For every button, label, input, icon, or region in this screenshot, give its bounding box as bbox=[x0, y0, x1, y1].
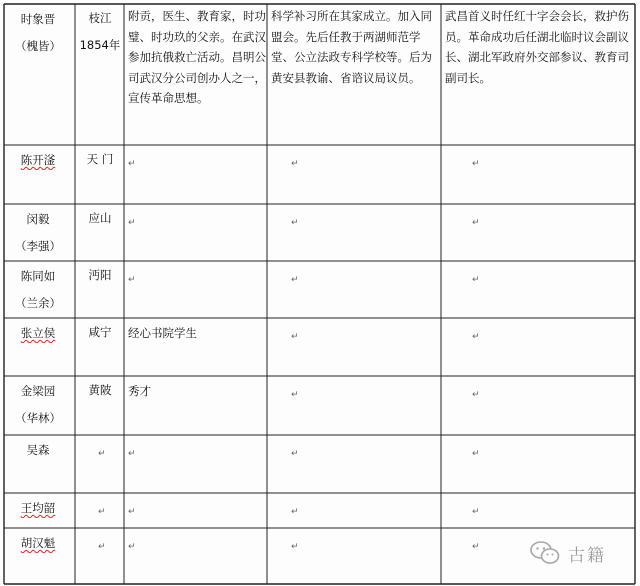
person-name-cell bbox=[5, 150, 71, 170]
watermark-text: 古籍 bbox=[568, 545, 606, 566]
person-name-cell bbox=[5, 533, 71, 553]
person-name-cell bbox=[5, 498, 71, 518]
biography-cell: 经心书院学生 bbox=[128, 326, 197, 340]
hometown-cell bbox=[79, 150, 121, 169]
paragraph-mark-icon: ↵ bbox=[472, 159, 480, 169]
courtesy-name: （槐皆） bbox=[15, 39, 61, 53]
paragraph-mark-icon: ↵ bbox=[128, 159, 136, 169]
biography-cell bbox=[128, 534, 266, 582]
hometown: 咸宁 bbox=[88, 325, 112, 339]
paragraph-mark-icon: ↵ bbox=[472, 390, 480, 400]
paragraph-mark-icon: ↵ bbox=[128, 275, 136, 285]
paragraph-mark-icon: ↵ bbox=[291, 390, 299, 400]
person-name: 金梁园 bbox=[20, 384, 56, 398]
paragraph-mark-icon: ↵ bbox=[472, 542, 480, 552]
courtesy-name: （华林） bbox=[15, 411, 61, 425]
person-name: 王均韶 bbox=[20, 501, 56, 515]
person-name: 张立侯 bbox=[20, 326, 56, 340]
hometown: 黄陂 bbox=[88, 383, 112, 397]
paragraph-mark-icon: ↵ bbox=[291, 449, 299, 459]
person-name-cell bbox=[5, 209, 71, 256]
person-name: 陈开滏 bbox=[20, 153, 56, 167]
paragraph-mark-icon: ↵ bbox=[472, 332, 480, 342]
hometown: 天 门 bbox=[86, 152, 114, 166]
person-name: 胡汉魁 bbox=[20, 536, 56, 550]
courtesy-name: （李强） bbox=[15, 239, 61, 253]
paragraph-mark-icon: ↵ bbox=[128, 507, 136, 517]
hometown: 枝江 bbox=[88, 11, 112, 25]
paragraph-mark-icon: ↵ bbox=[472, 449, 480, 459]
biography-cell bbox=[128, 267, 266, 316]
paragraph-mark-icon: ↵ bbox=[291, 507, 299, 517]
paragraph-mark-icon: ↵ bbox=[291, 218, 299, 228]
paragraph-mark-icon: ↵ bbox=[98, 449, 106, 459]
person-name: 陈同如 bbox=[20, 269, 56, 283]
revolution-activity-cell: 科学补习所在其家成立。加入同盟会。先后任教于两湖师范学堂、公立法政专科学校等。后为黄安县教谕、省谘议局议员。 bbox=[271, 9, 432, 85]
paragraph-mark-icon: ↵ bbox=[472, 275, 480, 285]
person-name-cell bbox=[5, 440, 71, 460]
paragraph-mark-icon: ↵ bbox=[291, 332, 299, 342]
person-name: 吴森 bbox=[26, 443, 50, 457]
hometown: 沔阳 bbox=[88, 268, 112, 282]
paragraph-mark-icon: ↵ bbox=[291, 275, 299, 285]
paragraph-mark-icon: ↵ bbox=[291, 542, 299, 552]
biography-cell: 附贡，医生、教育家，时功璧、时功玖的父亲。在武汉参加抗俄救亡活动。昌明公司武汉分公司创办人之一，宣传革命思想。 bbox=[128, 9, 266, 105]
hometown-cell bbox=[79, 381, 121, 400]
paragraph-mark-icon: ↵ bbox=[291, 159, 299, 169]
paragraph-mark-icon: ↵ bbox=[128, 542, 136, 552]
paragraph-mark-icon: ↵ bbox=[98, 507, 106, 517]
later-career-cell: 武昌首义时任红十字会会长，救护伤员。革命成功后任湖北临时议会副议长、湖北军政府外交部参议、教育司副司长。 bbox=[445, 9, 629, 85]
paragraph-mark-icon: ↵ bbox=[98, 542, 106, 552]
biography-cell bbox=[128, 441, 266, 491]
watermark bbox=[530, 540, 606, 566]
biography-cell: 秀才 bbox=[128, 384, 151, 398]
biography-cell bbox=[128, 499, 266, 526]
hometown-cell bbox=[79, 323, 121, 342]
person-name-cell bbox=[5, 323, 71, 343]
paragraph-mark-icon: ↵ bbox=[472, 218, 480, 228]
hometown: 应山 bbox=[88, 211, 112, 225]
biography-cell bbox=[128, 210, 266, 259]
biography-cell bbox=[128, 151, 266, 202]
hometown-cell bbox=[79, 266, 121, 285]
paragraph-mark-icon: ↵ bbox=[128, 218, 136, 228]
hometown-cell bbox=[79, 209, 121, 228]
person-name-cell bbox=[5, 266, 71, 313]
person-name: 时象晋 bbox=[20, 12, 56, 26]
person-name-cell bbox=[5, 9, 71, 56]
paragraph-mark-icon: ↵ bbox=[128, 449, 136, 459]
paragraph-mark-icon: ↵ bbox=[472, 507, 480, 517]
wechat-logo-icon bbox=[530, 540, 560, 566]
birth-year: 1854年 bbox=[79, 38, 121, 52]
person-name-cell bbox=[5, 381, 71, 428]
courtesy-name: （兰余） bbox=[15, 296, 61, 310]
hometown-cell bbox=[79, 9, 121, 55]
person-name: 闵毅 bbox=[26, 212, 50, 226]
